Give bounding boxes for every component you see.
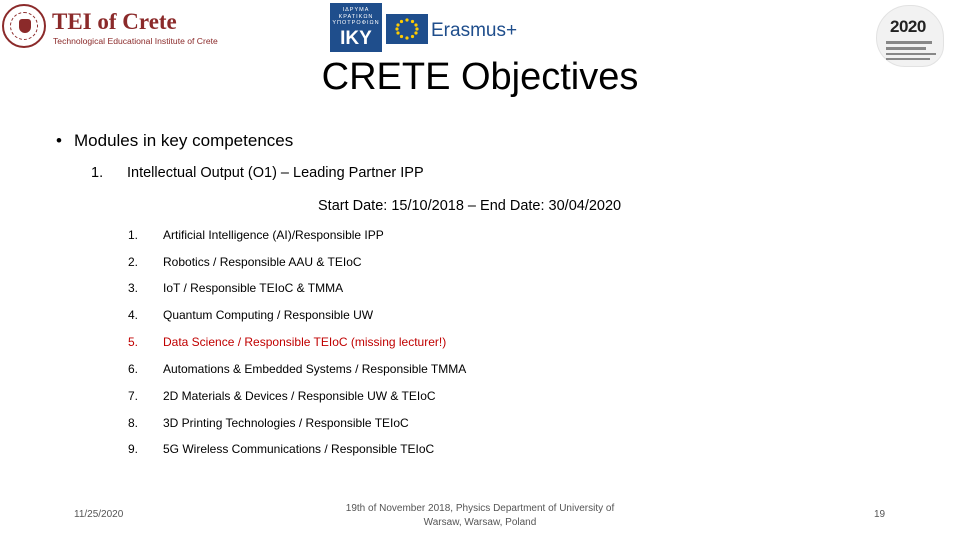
tei-crete-logo <box>2 4 218 50</box>
footer-date: 11/25/2020 <box>74 509 124 520</box>
footer-event-line-2: Warsaw, Warsaw, Poland <box>423 517 537 528</box>
bullet-icon: • <box>56 131 62 150</box>
module-number: 9. <box>128 442 139 456</box>
module-number: 1. <box>128 228 139 242</box>
module-text: Artificial Intelligence (AI)/Responsible IPP <box>163 228 384 242</box>
iky-logo-text: IKY <box>340 28 372 49</box>
tei-logo-title: TEI of Crete <box>52 9 177 34</box>
module-text: Quantum Computing / Responsible UW <box>163 308 374 322</box>
project-dates: Start Date: 15/10/2018 – End Date: 30/04/2020 <box>318 198 622 214</box>
tei-logo-subtitle: Technological Educational Institute of Crete <box>53 36 218 46</box>
tei-seal-icon <box>2 4 46 48</box>
footer-event-line-1: 19th of November 2018, Physics Department of University of <box>345 503 615 514</box>
page-number: 19 <box>874 509 886 520</box>
module-number: 6. <box>128 362 139 376</box>
module-text: IoT / Responsible TEIoC & TMMA <box>163 281 344 295</box>
module-number: 8. <box>128 416 139 430</box>
module-text: Robotics / Responsible AAU & TEIoC <box>163 255 362 269</box>
main-bullet <box>56 131 293 151</box>
module-number-highlighted: 5. <box>128 335 139 349</box>
module-number: 3. <box>128 281 139 295</box>
module-text: 2D Materials & Devices / Responsible UW & TEIoC <box>163 389 436 403</box>
eu-flag-icon <box>386 14 428 44</box>
bullet-text: Modules in key competences <box>74 131 294 150</box>
slide-title: CRETE Objectives <box>321 56 639 98</box>
module-text: Automations & Embedded Systems / Responsible TMMA <box>163 362 467 376</box>
module-number: 4. <box>128 308 139 322</box>
iky-logo-small-text: ΙΔΡΥΜΑ ΚΡΑΤΙΚΩΝ ΥΠΟΤΡΟΦΙΩΝ <box>332 7 380 26</box>
module-number: 2. <box>128 255 139 269</box>
footer-event <box>320 502 640 530</box>
iky-logo <box>330 3 382 52</box>
erasmus-plus-logo: Erasmus+ <box>431 20 518 41</box>
item-text: Intellectual Output (O1) – Leading Partner IPP <box>127 165 424 181</box>
module-number: 7. <box>128 389 139 403</box>
module-text: 5G Wireless Communications / Responsible TEIoC <box>163 442 435 456</box>
module-text: 3D Printing Technologies / Responsible TEIoC <box>163 416 409 430</box>
item-number: 1. <box>91 165 104 181</box>
logo-2020-year: 2020 <box>890 17 926 36</box>
module-text-highlighted: Data Science / Responsible TEIoC (missing lecturer!) <box>163 335 447 349</box>
